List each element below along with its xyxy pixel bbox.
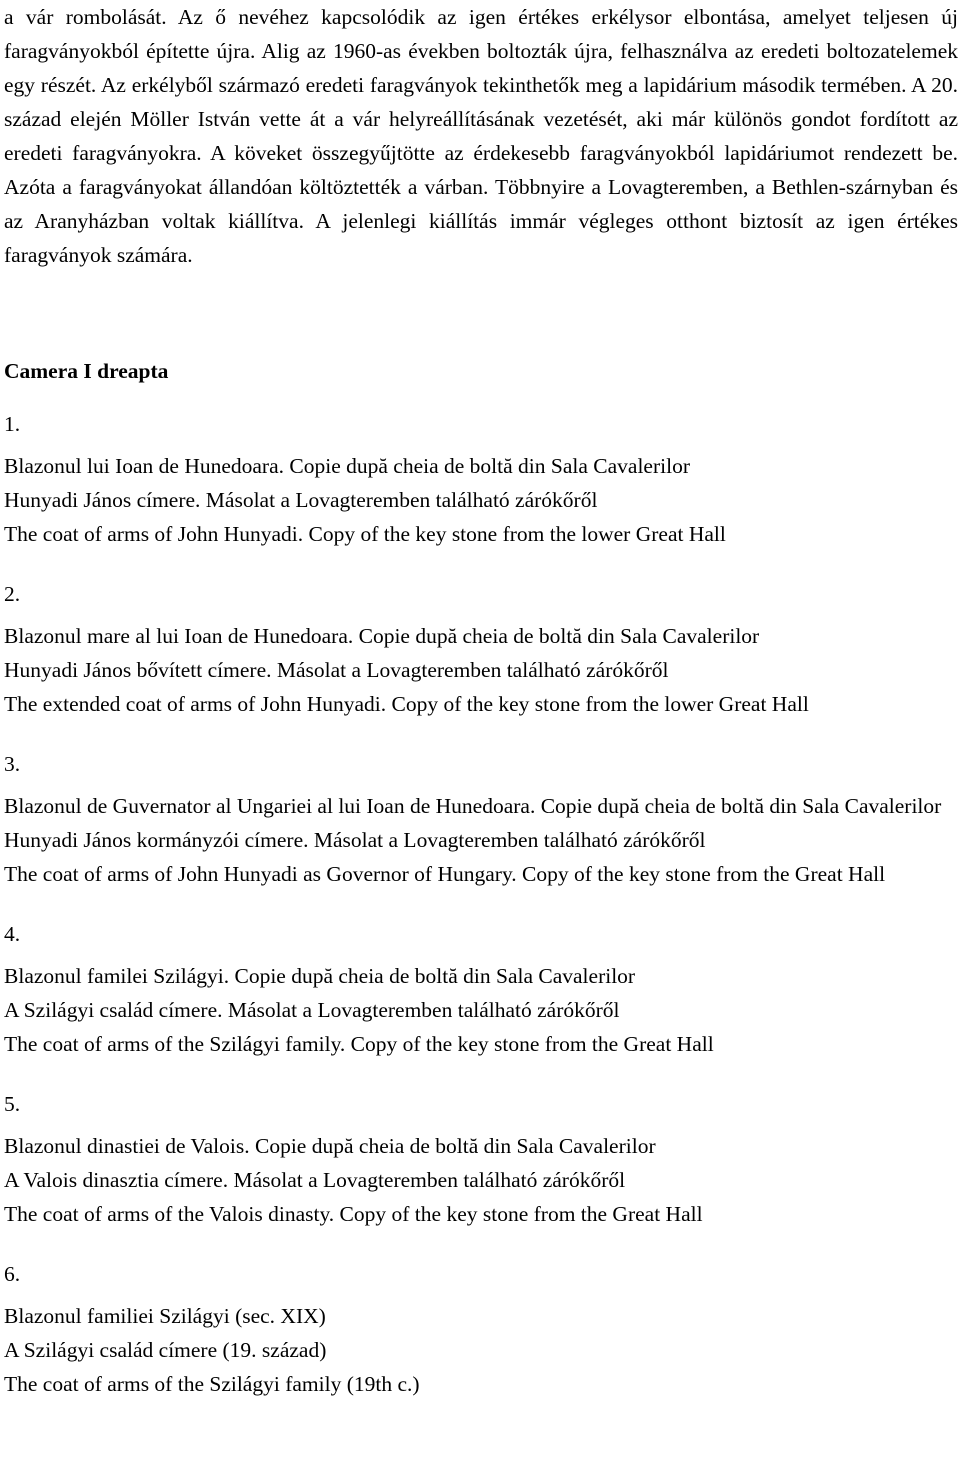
section-title: Camera I dreapta [4, 359, 169, 383]
document-page [4, 0, 958, 1427]
entry-romanian-text: Blazonul mare al lui Ioan de Hunedoara. Copie după cheia de boltă din Sala Cavalerilor [4, 624, 760, 648]
entry-english-text: The coat of arms of the Szilágyi family. Copy of the key stone from the Great Hall [4, 1032, 714, 1056]
entry-1 [4, 407, 958, 551]
entry-english-text: The coat of arms of John Hunyadi. Copy of the key stone from the lower Great Hall [4, 522, 726, 546]
entry-english-text: The extended coat of arms of John Hunyadi. Copy of the key stone from the lower Great Hall [4, 692, 809, 716]
entry-hungarian-text: Hunyadi János bővített címere. Másolat a Lovagteremben található zárókőről [4, 658, 669, 682]
entry-romanian-text: Blazonul familei Szilágyi. Copie după cheia de boltă din Sala Cavalerilor [4, 964, 636, 988]
entry-romanian-text: Blazonul de Guvernator al Ungariei al lui Ioan de Hunedoara. Copie după cheia de boltă din Sala Cavalerilor [4, 794, 942, 818]
entry-hungarian-text: A Szilágyi család címere (19. század) [4, 1338, 327, 1362]
entry-4 [4, 917, 958, 1061]
entry-english-text: The coat of arms of the Valois dinasty. Copy of the key stone from the Great Hall [4, 1202, 703, 1226]
entry-hungarian-text: Hunyadi János címere. Másolat a Lovagteremben található zárókőről [4, 488, 598, 512]
entry-english-text: The coat of arms of the Szilágyi family (19th c.) [4, 1372, 420, 1396]
entry-romanian-text: Blazonul dinastiei de Valois. Copie după cheia de boltă din Sala Cavalerilor [4, 1134, 656, 1158]
entry-hungarian-text: A Valois dinasztia címere. Másolat a Lovagteremben található zárókőről [4, 1168, 626, 1192]
entry-number: 5. [4, 1092, 21, 1116]
entry-number: 6. [4, 1262, 21, 1286]
entry-6 [4, 1257, 958, 1401]
entry-english-text: The coat of arms of John Hunyadi as Governor of Hungary. Copy of the key stone from the Great Hall [4, 862, 886, 886]
entry-3 [4, 747, 958, 891]
entry-hungarian-text: Hunyadi János kormányzói címere. Másolat a Lovagteremben található zárókőről [4, 828, 706, 852]
entry-number: 3. [4, 752, 21, 776]
entry-number: 1. [4, 412, 21, 436]
entry-romanian-text: Blazonul familiei Szilágyi (sec. XIX) [4, 1304, 326, 1328]
entry-number: 4. [4, 922, 21, 946]
intro-paragraph: a vár rombolását. Az ő nevéhez kapcsolódik az igen értékes erkélysor elbontása, amelyet teljesen új faragványokból építette újra. Alig az 1960-as években boltozták újra, felhasználva az eredeti boltozatelemek egy részét. Az erkélyből származó eredeti faragványok tekinthetők meg a lapidárium második termében. A 20. század elején Möller István vette át a vár helyreállításának vezetését, aki már különös gondot fordított az eredeti faragványokra. A köveket összegyűjtötte az érdekesebb faragványokból lapidáriumot rendezett be. Azóta a faragványokat állandóan költöztették a várban. Többnyire a Lovagteremben, a Bethlen-szárnyban és az Aranyházban voltak kiállítva. A jelenlegi kiállítás immár végleges otthont biztosít az igen értékes faragványok számára. [4, 5, 958, 267]
entry-2 [4, 577, 958, 721]
entry-number: 2. [4, 582, 21, 606]
entry-romanian-text: Blazonul lui Ioan de Hunedoara. Copie după cheia de boltă din Sala Cavalerilor [4, 454, 690, 478]
entry-5 [4, 1087, 958, 1231]
entry-hungarian-text: A Szilágyi család címere. Másolat a Lovagteremben található zárókőről [4, 998, 620, 1022]
entry-list [4, 407, 958, 1401]
